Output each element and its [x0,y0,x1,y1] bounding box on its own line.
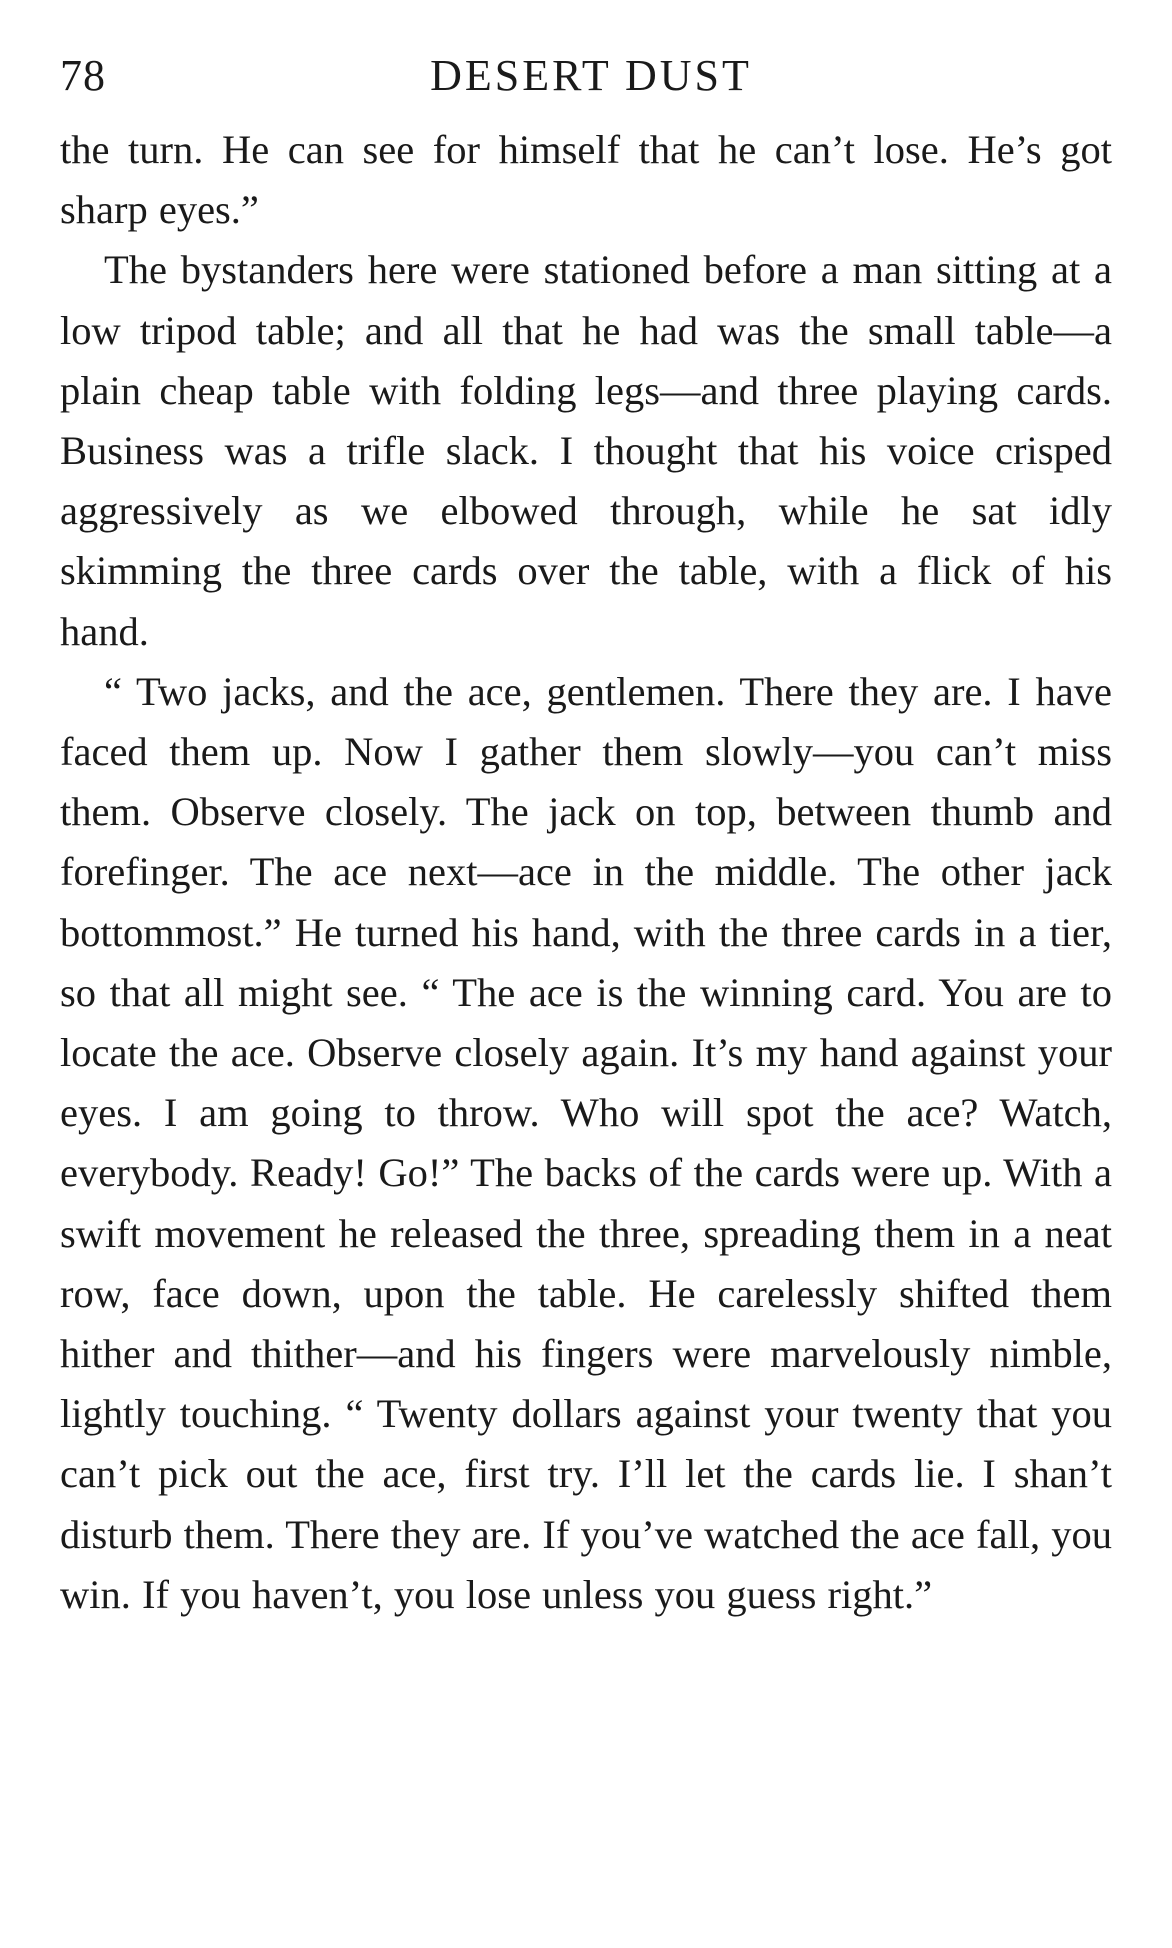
paragraph-bystanders: The bystanders here were stationed before a man sitting at a low tripod table; and all that he had was the small table—a plain cheap table with folding legs—and three playing cards. Business was a trifle slack. I thought that his voice crisped aggressively as we elbowed through, while he sat idly skimming the three cards over the table, with a flick of his hand. [60,247,1112,654]
paragraph-dealer-speech: “ Two jacks, and the ace, gentlemen. There they are. I have faced them up. Now I gather them slowly—you can’t miss them. Observe closely. The jack on top, between thumb and forefinger. The ace next—ace in the middle. The other jack bottommost.” He turned his hand, with the three cards in a tier, so that all might see. “ The ace is the winning card. You are to locate the ace. Observe closely again. It’s my hand against your eyes. I am going to throw. Who will spot the ace? Watch, everybody. Ready! Go!” The backs of the cards were up. With a swift movement he released the three, spreading them in a neat row, face down, upon the table. He carelessly shifted them hither and thither—and his fingers were marvelously nimble, lightly touching. “ Twenty dollars against your twenty that you can’t pick out the ace, first try. I’ll let the cards lie. I shan’t disturb them. There they are. If you’ve watched the ace fall, you win. If you haven’t, you lose unless you guess right.” [60,668,1112,1617]
running-title: DESERT DUST [430,51,752,100]
running-head [60,44,1112,108]
page-number: 78 [60,51,106,100]
paragraph-continued: the turn. He can see for himself that he can’t lose. He’s got sharp eyes.” [60,127,1112,233]
body-text [60,120,1112,1625]
